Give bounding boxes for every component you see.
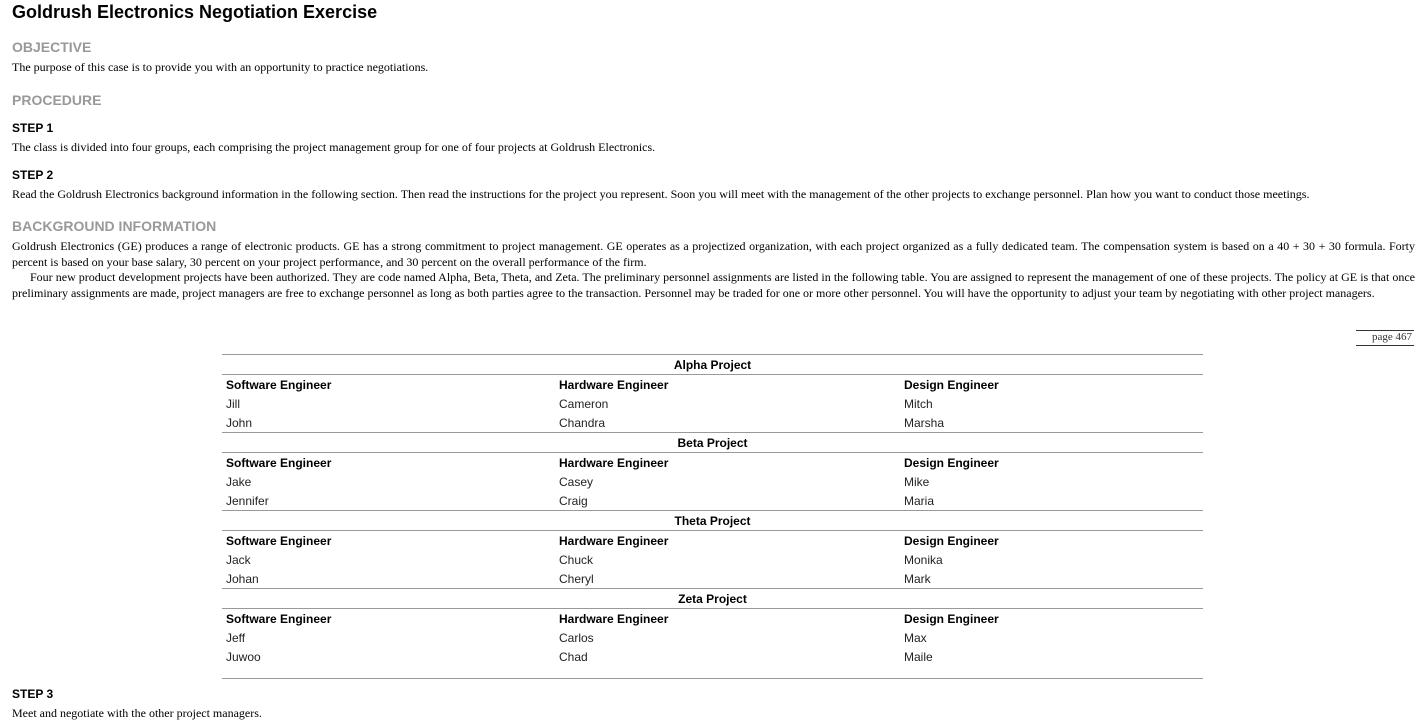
objective-heading: OBJECTIVE [12, 39, 92, 55]
project-name: Beta Project [222, 433, 1203, 453]
table-cell: Craig [559, 493, 588, 508]
table-cell: Mitch [904, 396, 933, 411]
table-bottom-spacer [222, 666, 1203, 679]
table-cell: Casey [559, 474, 594, 489]
project-header-zeta [222, 589, 1203, 609]
table-row [222, 472, 1203, 491]
table-cell: Jake [226, 474, 252, 489]
column-header-software: Software Engineer [226, 611, 332, 626]
column-header-design: Design Engineer [904, 533, 999, 548]
column-header-hardware: Hardware Engineer [559, 533, 669, 548]
table-cell: Maria [904, 493, 935, 508]
background-paragraph-2-text: Four new product development projects have been authorized. They are code named Alpha, Beta, Theta, and Zeta. The preliminary personnel assignments are listed in the following table. You are assigned to represent the management of one of these projects. The policy at GE is that once preliminary assignments are made, project managers are free to exchange personnel as long as both parties agree to the transaction. Personnel may be traded for one or more other personnel. You will have the opportunity to adjust your team by negotiating with other project managers. [12, 270, 1415, 300]
step-3-heading: STEP 3 [12, 687, 54, 701]
table-cell: John [226, 415, 253, 430]
background-paragraph-1: Goldrush Electronics (GE) produces a range of electronic products. GE has a strong commitment to project management. GE operates as a projectized organization, with each project organized as a fully dedicated team. The compensation system is based on a 40 + 30 + 30 formula. Forty percent is based on your base salary, 30 percent on your project performance, and 30 percent on the overall performance of the firm. [12, 239, 1415, 269]
role-header-row [222, 609, 1203, 629]
table-cell: Marsha [904, 415, 945, 430]
column-header-design: Design Engineer [904, 455, 999, 470]
column-header-hardware: Hardware Engineer [559, 611, 669, 626]
step-1-heading: STEP 1 [12, 121, 54, 135]
personnel-assignment-table [222, 354, 1203, 679]
project-header-beta [222, 433, 1203, 453]
step-2-heading: STEP 2 [12, 168, 54, 182]
objective-text: The purpose of this case is to provide you with an opportunity to practice negotiations. [12, 60, 429, 74]
table-cell: Johan [226, 571, 259, 586]
table-row [222, 647, 1203, 666]
background-heading: BACKGROUND INFORMATION [12, 218, 217, 234]
table-row [222, 491, 1203, 511]
role-header-row [222, 453, 1203, 473]
table-cell: Monika [904, 552, 943, 567]
table-cell: Chuck [559, 552, 594, 567]
column-header-design: Design Engineer [904, 611, 999, 626]
table-row [222, 569, 1203, 589]
table-cell: Cheryl [559, 571, 594, 586]
step-3-text: Meet and negotiate with the other project managers. [12, 706, 262, 720]
table-cell: Carlos [559, 630, 594, 645]
step-2-text: Read the Goldrush Electronics background information in the following section. Then read the instructions for the project you represent. Soon you will meet with the management of the other projects to exchange personnel. Plan how you want to conduct those meetings. [12, 187, 1310, 201]
table-cell: Maile [904, 649, 933, 664]
page-title: Goldrush Electronics Negotiation Exercise [12, 2, 378, 22]
background-paragraph-2 [12, 270, 1415, 301]
table-cell: Jack [226, 552, 251, 567]
column-header-software: Software Engineer [226, 377, 332, 392]
table-row [222, 413, 1203, 433]
project-header-alpha [222, 355, 1203, 375]
project-name: Zeta Project [222, 589, 1203, 609]
table-cell: Jeff [226, 630, 246, 645]
table-cell: Jill [226, 396, 240, 411]
step-1-text: The class is divided into four groups, each comprising the project management group for one of four projects at Goldrush Electronics. [12, 140, 656, 154]
table-cell: Max [904, 630, 927, 645]
column-header-design: Design Engineer [904, 377, 999, 392]
table-row [222, 550, 1203, 569]
table-cell: Mark [904, 571, 931, 586]
column-header-software: Software Engineer [226, 533, 332, 548]
table-cell: Mike [904, 474, 930, 489]
table-cell: Jennifer [226, 493, 269, 508]
table-row [222, 628, 1203, 647]
table-cell: Chandra [559, 415, 606, 430]
table-cell: Chad [559, 649, 588, 664]
project-name: Theta Project [222, 511, 1203, 531]
column-header-software: Software Engineer [226, 455, 332, 470]
table-cell: Cameron [559, 396, 609, 411]
role-header-row [222, 375, 1203, 395]
project-header-theta [222, 511, 1203, 531]
role-header-row [222, 531, 1203, 551]
table-row [222, 394, 1203, 413]
table-cell: Juwoo [226, 649, 261, 664]
procedure-heading: PROCEDURE [12, 92, 102, 108]
column-header-hardware: Hardware Engineer [559, 377, 669, 392]
project-name: Alpha Project [222, 355, 1203, 375]
page-number-marker: page 467 [1356, 330, 1414, 346]
column-header-hardware: Hardware Engineer [559, 455, 669, 470]
